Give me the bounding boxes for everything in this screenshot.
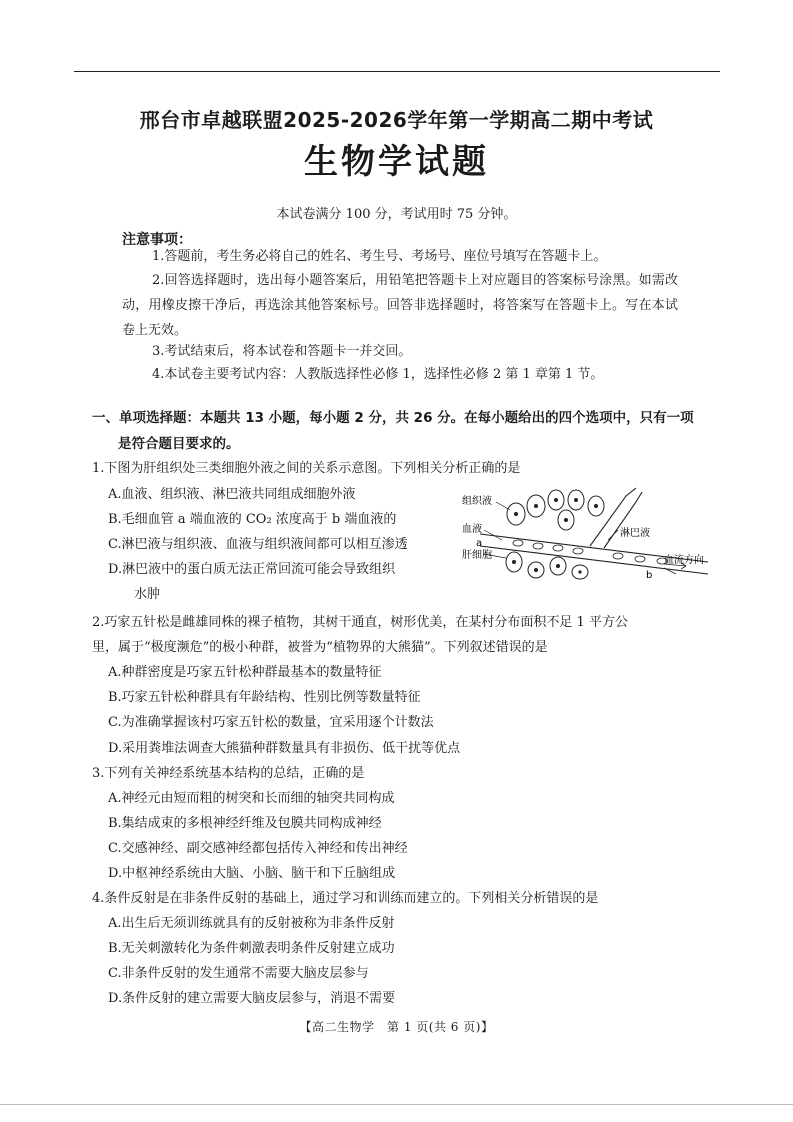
notes-heading: 注意事项： [122, 232, 192, 248]
question-1-option-d-cont: 水肿 [134, 587, 161, 602]
question-1-option-a: A.血液、组织液、淋巴液共同组成细胞外液 [108, 487, 356, 502]
subject-title: 生物学试题 [304, 142, 489, 182]
extracellular-fluid-diagram [458, 484, 720, 580]
question-4-stem: 4.条件反射是在非条件反射的基础上，通过学习和训练而建立的。下列相关分析错误的是 [92, 891, 599, 906]
question-1-option-c: C.淋巴液与组织液、血液与组织液间都可以相互渗透 [108, 537, 408, 552]
question-4-option-d: D.条件反射的建立需要大脑皮层参与，消退不需要 [108, 991, 396, 1006]
question-4-option-a: A.出生后无须训练就具有的反射被称为非条件反射 [108, 916, 395, 931]
note-item-4: 4.本试卷主要考试内容：人教版选择性必修 1，选择性必修 2 第 1 章第 1 节。 [152, 367, 604, 382]
label-lymph: 淋巴液 [620, 528, 650, 539]
score-line: 本试卷满分 100 分，考试用时 75 分钟。 [276, 207, 517, 222]
label-blood-flow: 血流方向 [664, 555, 704, 566]
question-3-option-d: D.中枢神经系统由大脑、小脑、脑干和下丘脑组成 [108, 866, 396, 881]
label-tissue-fluid: 组织液 [462, 496, 492, 507]
question-3-option-b: B.集结成束的多根神经纤维及包膜共同构成神经 [108, 816, 382, 831]
page-footer: 【高二生物学 第 1 页(共 6 页)】 [299, 1020, 494, 1034]
question-4-option-b: B.无关刺激转化为条件刺激表明条件反射建立成功 [108, 941, 395, 956]
question-2-option-d: D.采用粪堆法调查大熊猫种群数量具有非损伤、低干扰等优点 [108, 741, 461, 756]
section-heading-line1: 一、单项选择题：本题共 13 小题，每小题 2 分，共 26 分。在每小题给出的四个选项中，只有一项 [92, 410, 694, 426]
label-liver-cell: 肝细胞 [462, 550, 492, 561]
label-blood: 血液 [462, 524, 482, 535]
question-3-stem: 3.下列有关神经系统基本结构的总结，正确的是 [92, 766, 365, 781]
label-end-a: a [476, 538, 483, 549]
question-2-option-b: B.巧家五针松种群具有年龄结构、性别比例等数量特征 [108, 690, 421, 705]
question-1-option-d: D.淋巴液中的蛋白质无法正常回流可能会导致组织 [108, 562, 396, 577]
bottom-rule [0, 1104, 793, 1105]
question-2-stem-line1: 2.巧家五针松是雌雄同株的裸子植物，其树干通直，树形优美，在某村分布面积不足 1 平方公 [92, 615, 628, 630]
note-item-1: 1.答题前，考生务必将自己的姓名、考生号、考场号、座位号填写在答题卡上。 [152, 249, 607, 264]
question-3-option-a: A.神经元由短而粗的树突和长而细的轴突共同构成 [108, 791, 395, 806]
note-item-3: 3.考试结束后，将本试卷和答题卡一并交回。 [152, 344, 412, 359]
section-heading-line2: 是符合题目要求的。 [118, 436, 240, 452]
question-2-option-a: A.种群密度是巧家五针松种群最基本的数量特征 [108, 665, 382, 680]
question-1-stem: 1.下图为肝组织处三类细胞外液之间的关系示意图。下列相关分析正确的是 [92, 461, 521, 476]
question-3-option-c: C.交感神经、副交感神经都包括传入神经和传出神经 [108, 841, 408, 856]
question-1-option-b: B.毛细血管 a 端血液的 CO₂ 浓度高于 b 端血液的 [108, 512, 397, 527]
label-end-b: b [646, 570, 653, 580]
section-heading [92, 405, 716, 457]
question-2-stem-line2: 里，属于“极度濒危”的极小种群，被誉为“植物界的大熊猫”。下列叙述错误的是 [92, 640, 548, 655]
question-4-option-c: C.非条件反射的发生通常不需要大脑皮层参与 [108, 966, 369, 981]
top-rule [74, 71, 720, 72]
question-2-option-c: C.为准确掌握该村巧家五针松的数量，宜采用逐个计数法 [108, 715, 434, 730]
exam-title: 邢台市卓越联盟2025-2026学年第一学期高二期中考试 [139, 108, 654, 132]
note-item-2: 2.回答选择题时，选出每小题答案后，用铅笔把答题卡上对应题目的答案标号涂黑。如需改动，用橡皮擦干净后，再选涂其他答案标号。回答非选择题时，将答案写在答题卡上。写在本试卷上无效。 [122, 273, 678, 338]
